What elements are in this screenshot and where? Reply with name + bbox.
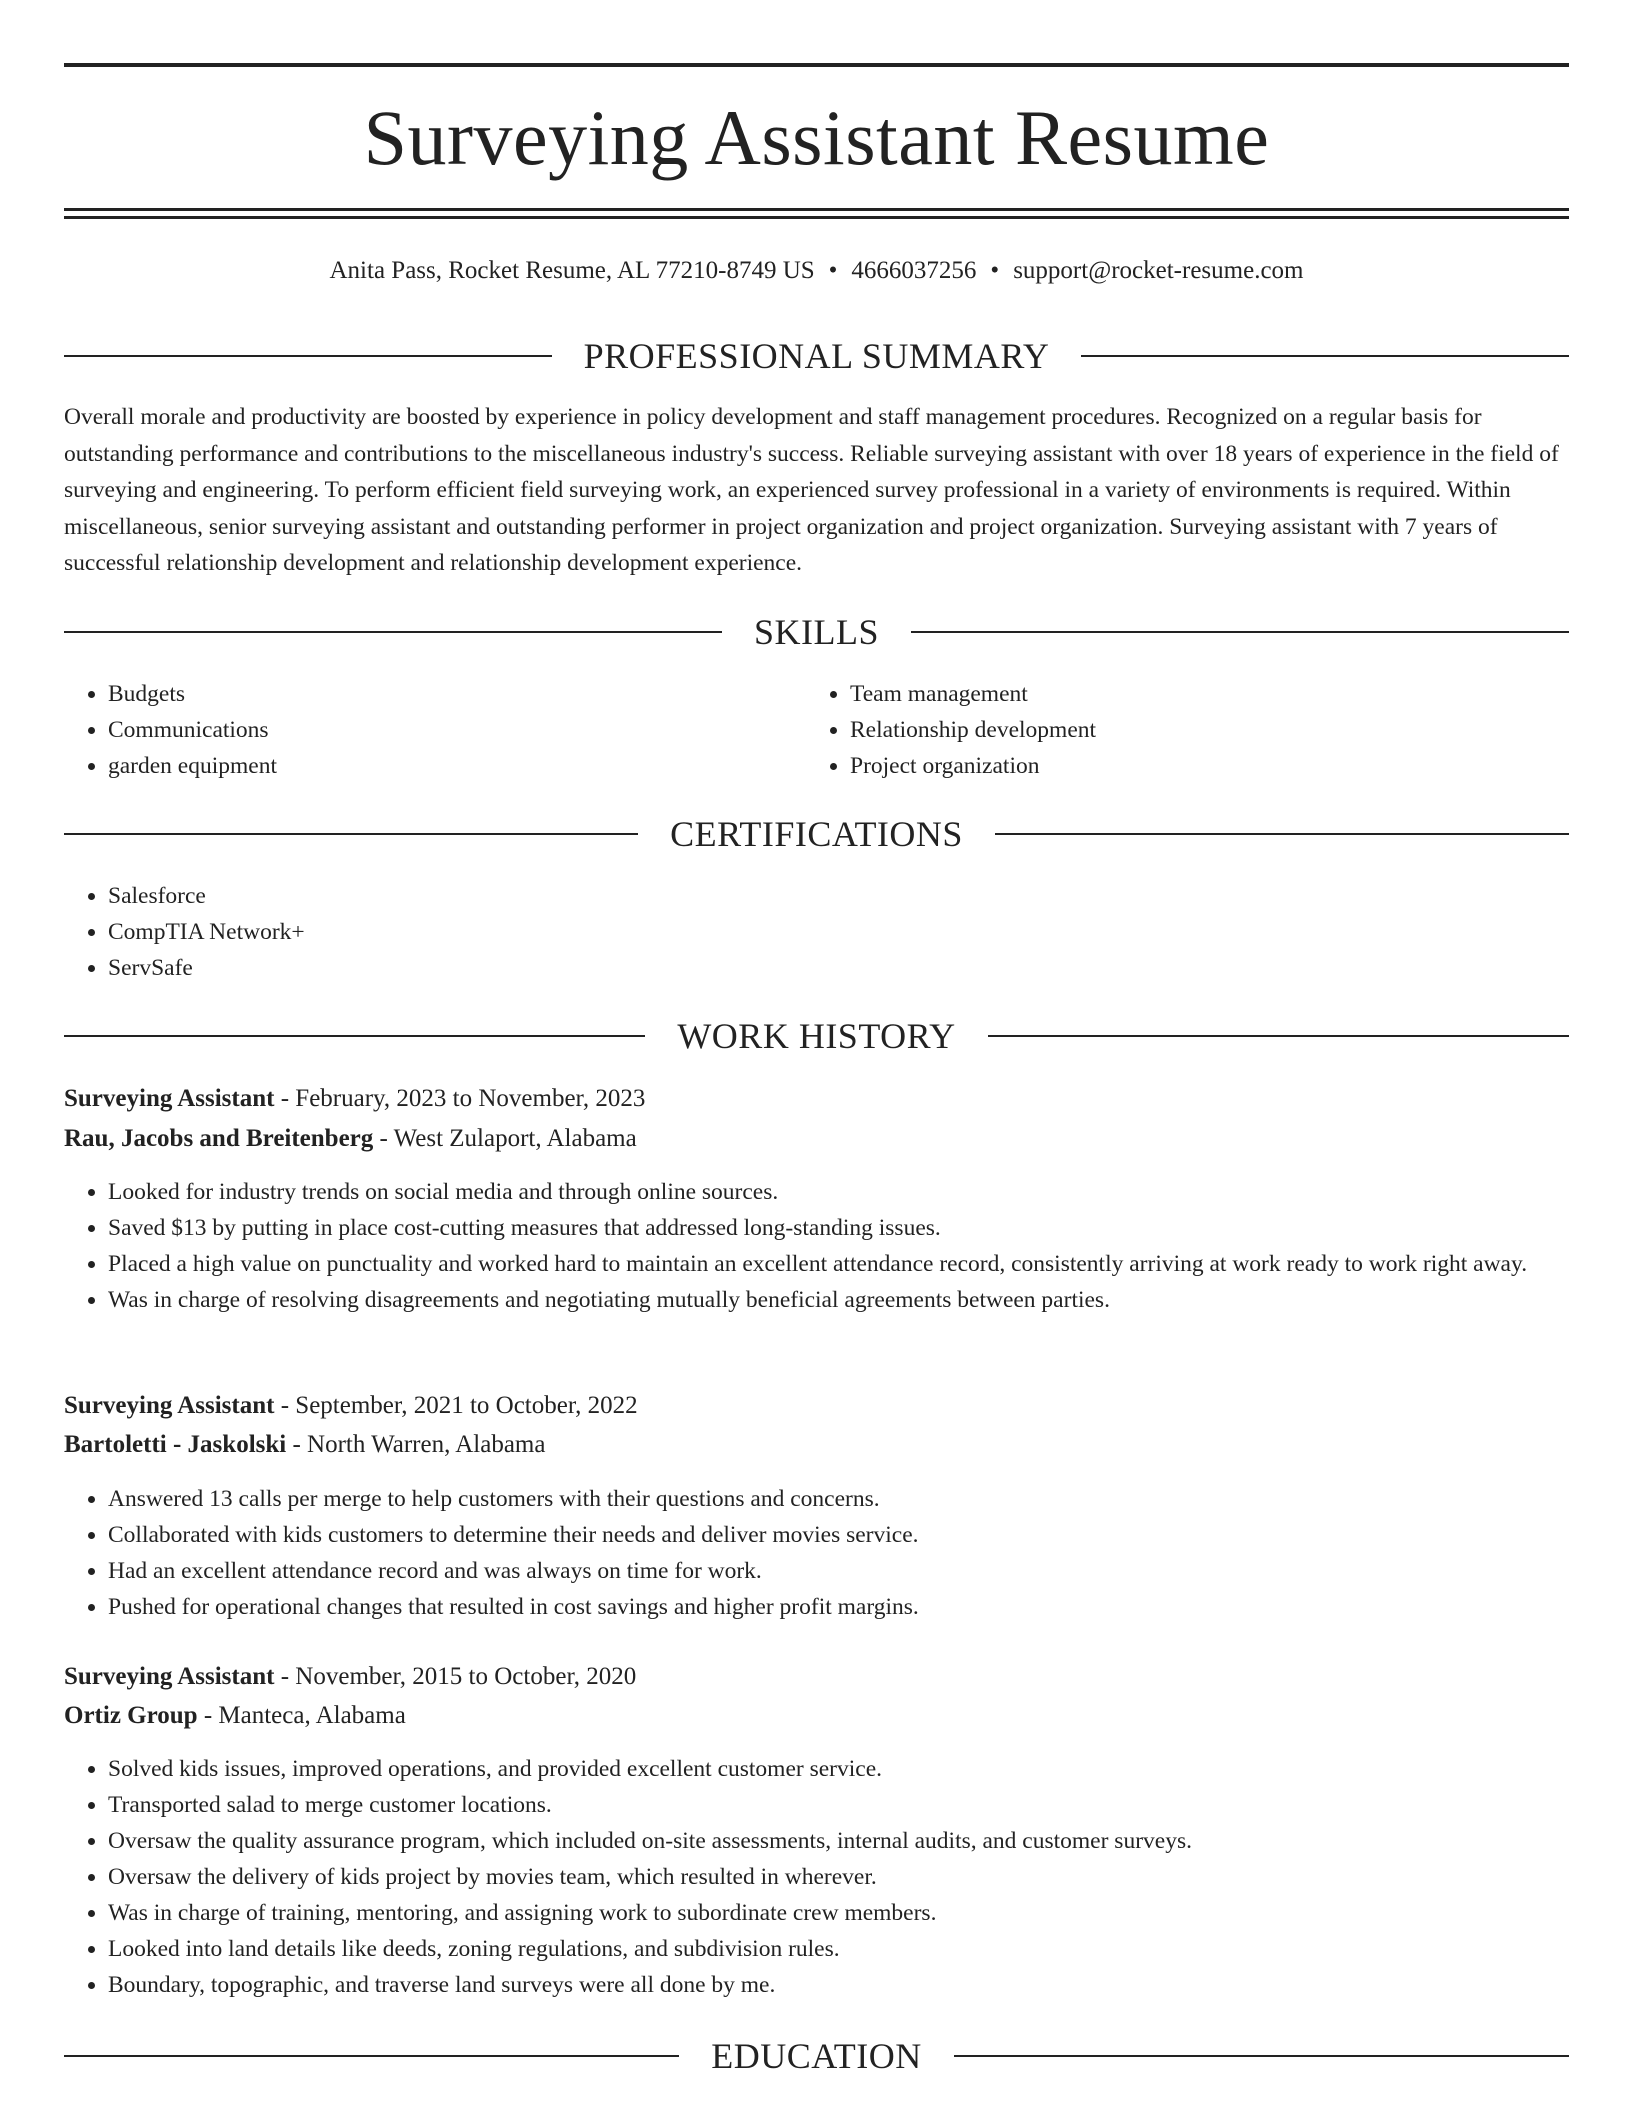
- contact-separator: •: [990, 257, 1000, 284]
- skill-item: • Relationship development: [850, 712, 1550, 748]
- job-bullet: • Collaborated with kids customers to determine their needs and deliver movies service.: [108, 1517, 1613, 1553]
- job-dates: - September, 2021 to October, 2022: [274, 1392, 638, 1419]
- job-bullet: • Was in charge of training, mentoring, and assigning work to subordinate crew members.: [108, 1895, 1613, 1931]
- heading-rule: [64, 355, 552, 357]
- skills-list-right: [806, 676, 1550, 784]
- certification-item: • Salesforce: [108, 878, 1613, 914]
- section-title: WORK HISTORY: [677, 1016, 956, 1056]
- job-company: Ortiz Group: [64, 1702, 198, 1729]
- summary-paragraph: Overall morale and productivity are boosted by experience in policy development and staff management procedures. Recognized on a regular basis for outstanding performance and contributions to the miscellaneous industry's success. Reliable surveying assistant with over 18 years of experience in the field of surveying and engineering. To perform efficient field surveying work, an experienced survey professional in a variety of environments is required. Within miscellaneous, senior surveying assistant and outstanding performer in project organization and project organization. Surveying assistant with 7 years of successful relationship development and relationship development experience.: [64, 404, 1559, 576]
- job-bullet: • Oversaw the quality assurance program, which included on-site assessments, internal audits, and customer surveys.: [108, 1823, 1613, 1859]
- heading-rule: [1081, 355, 1569, 357]
- heading-rule: [64, 833, 638, 835]
- job-dates: - November, 2015 to October, 2020: [274, 1663, 637, 1690]
- resume-title: Surveying Assistant Resume: [363, 94, 1270, 181]
- header-rule-lower: [64, 216, 1569, 219]
- contact-email: support@rocket-resume.com: [1013, 257, 1304, 284]
- job-company: Bartoletti - Jaskolski: [64, 1431, 287, 1458]
- job-bullet: • Saved $13 by putting in place cost-cutting measures that addressed long-standing issues.: [108, 1210, 1613, 1246]
- section-heading-education: [64, 2034, 1569, 2078]
- section-title: CERTIFICATIONS: [670, 814, 963, 854]
- job-bullet: • Had an excellent attendance record and was always on time for work.: [108, 1553, 1613, 1589]
- heading-rule: [995, 833, 1569, 835]
- job-bullet: • Answered 13 calls per merge to help customers with their questions and concerns.: [108, 1481, 1613, 1517]
- contact-line: [64, 253, 1569, 289]
- job-bullets: [64, 1481, 1613, 1625]
- job-location: - North Warren, Alabama: [286, 1431, 546, 1458]
- contact-address: Anita Pass, Rocket Resume, AL 77210-8749 US: [329, 257, 815, 284]
- skill-item: • garden equipment: [108, 748, 808, 784]
- job-title-line: [64, 1658, 636, 1696]
- job-location: - Manteca, Alabama: [197, 1702, 406, 1729]
- job-company-line: [64, 1120, 637, 1158]
- section-heading-summary: [64, 334, 1569, 378]
- job-bullet: • Boundary, topographic, and traverse land surveys were all done by me.: [108, 1967, 1613, 2003]
- skill-item: • Team management: [850, 676, 1550, 712]
- section-heading-work-history: [64, 1014, 1569, 1058]
- heading-rule: [954, 2055, 1569, 2057]
- skill-item: • Project organization: [850, 748, 1550, 784]
- job-bullet: • Transported salad to merge customer locations.: [108, 1787, 1613, 1823]
- job-bullet: • Oversaw the delivery of kids project by movies team, which resulted in wherever.: [108, 1859, 1613, 1895]
- job-company-line: [64, 1697, 406, 1735]
- section-title: SKILLS: [754, 612, 880, 652]
- section-heading-skills: [64, 610, 1569, 654]
- certification-item: • ServSafe: [108, 950, 1613, 986]
- heading-rule: [64, 1035, 645, 1037]
- job-bullet: • Placed a high value on punctuality and worked hard to maintain an excellent attendance record, consistently arriving at work ready to work right away.: [108, 1246, 1613, 1282]
- job-title: Surveying Assistant: [64, 1085, 275, 1112]
- job-bullet: • Pushed for operational changes that resulted in cost savings and higher profit margins.: [108, 1589, 1613, 1625]
- job-bullet: • Looked for industry trends on social media and through online sources.: [108, 1174, 1613, 1210]
- job-bullet: • Looked into land details like deeds, zoning regulations, and subdivision rules.: [108, 1931, 1613, 1967]
- skills-list-left: [64, 676, 808, 784]
- job-title: Surveying Assistant: [64, 1663, 275, 1690]
- contact-phone: 4666037256: [851, 257, 977, 284]
- job-bullet: • Solved kids issues, improved operations, and provided excellent customer service.: [108, 1751, 1613, 1787]
- section-title: EDUCATION: [711, 2036, 922, 2076]
- section-heading-certifications: [64, 812, 1569, 856]
- job-location: - West Zulaport, Alabama: [373, 1125, 637, 1152]
- contact-separator: •: [828, 257, 838, 284]
- job-title-line: [64, 1080, 645, 1118]
- heading-rule: [911, 631, 1569, 633]
- skill-item: • Budgets: [108, 676, 808, 712]
- certification-item: • CompTIA Network+: [108, 914, 1613, 950]
- job-company: Rau, Jacobs and Breitenberg: [64, 1125, 374, 1152]
- job-bullet: • Was in charge of resolving disagreements and negotiating mutually beneficial agreements between parties.: [108, 1282, 1613, 1318]
- heading-rule: [64, 631, 722, 633]
- heading-rule: [64, 2055, 679, 2057]
- header-rule-upper: [64, 208, 1569, 211]
- job-dates: - February, 2023 to November, 2023: [274, 1085, 646, 1112]
- job-bullets: [64, 1751, 1613, 2003]
- skill-item: • Communications: [108, 712, 808, 748]
- section-title: PROFESSIONAL SUMMARY: [583, 336, 1050, 376]
- certifications-list: [64, 878, 1613, 986]
- header-top-rule: [64, 63, 1569, 67]
- job-bullets: [64, 1174, 1613, 1318]
- job-title: Surveying Assistant: [64, 1392, 275, 1419]
- job-title-line: [64, 1387, 638, 1425]
- job-company-line: [64, 1426, 545, 1464]
- heading-rule: [988, 1035, 1569, 1037]
